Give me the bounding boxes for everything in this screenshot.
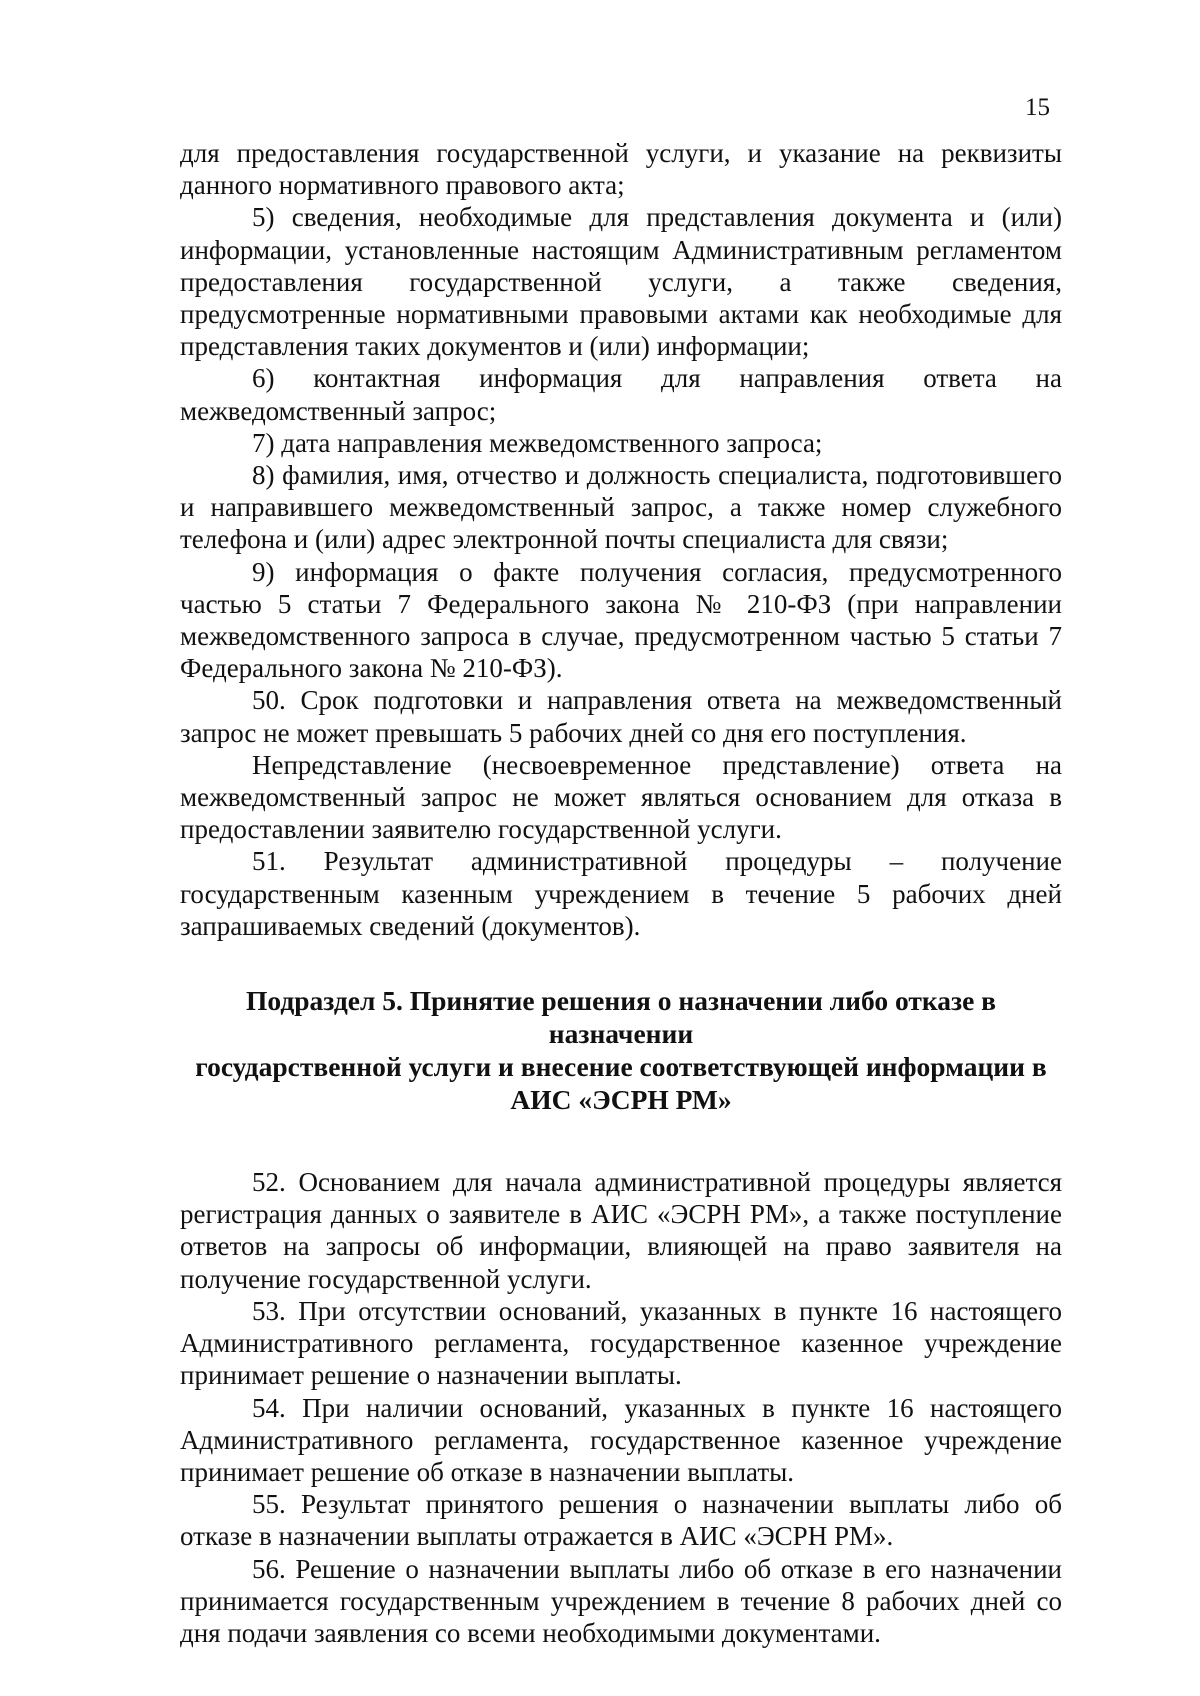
clause-50: 50. Срок подготовки и направления ответа на межведомственный запрос не может превышать 5 рабочих дней со дня его поступления. bbox=[180, 685, 1062, 748]
list-item-6: 6) контактная информация для направления ответа на межведомственный запрос; bbox=[180, 363, 1062, 426]
clause-54: 54. При наличии оснований, указанных в пункте 16 настоящего Административного регламента, государственное казенное учреждение принимает решение об отказе в назначении выплаты. bbox=[180, 1392, 1062, 1487]
page-number: 15 bbox=[1025, 94, 1050, 121]
paragraph-continuation: для предоставления государственной услуги, и указание на реквизиты данного нормативного правового акта; bbox=[180, 138, 1062, 201]
heading-line-2: государственной услуги и внесение соответствующей информации в bbox=[195, 1051, 1047, 1083]
document-body bbox=[180, 137, 1062, 1649]
list-item-9: 9) информация о факте получения согласия, предусмотренного частью 5 статьи 7 Федерального закона № 210-ФЗ (при направлении межведомственного запроса в случае, предусмотренном частью 5 статьи 7 Федерального закона № 210-ФЗ). bbox=[180, 556, 1062, 684]
list-item-8: 8) фамилия, имя, отчество и должность специалиста, подготовившего и направившего межведомственный запрос, а также номер служебного телефона и (или) адрес электронной почты специалиста для связи; bbox=[180, 460, 1062, 555]
clause-56: 56. Решение о назначении выплаты либо об отказе в его назначении принимается государственным учреждением в течение 8 рабочих дней со дня подачи заявления со всеми необходимыми документами. bbox=[180, 1553, 1062, 1648]
clause-53: 53. При отсутствии оснований, указанных в пункте 16 настоящего Административного регламента, государственное казенное учреждение принимает решение о назначении выплаты. bbox=[180, 1295, 1062, 1391]
list-item-5: 5) сведения, необходимые для представления документа и (или) информации, установленные настоящим Административным регламентом предоставления государственной услуги, а также сведения, предусмотренные нормативными правовыми актами как необходимые для представления таких документов и (или) информации; bbox=[180, 202, 1062, 362]
list-item-7: 7) дата направления межведомственного запроса; bbox=[252, 427, 823, 458]
clause-52: 52. Основанием для начала административной процедуры является регистрация данных о заявителе в АИС «ЭСРН РМ», а также поступление ответов на запросы об информации, влияющей на право заявителя на получение государственной услуги. bbox=[180, 1167, 1062, 1294]
clause-55: 55. Результат принятого решения о назначении выплаты либо об отказе в назначении выплаты отражается в АИС «ЭСРН РМ». bbox=[180, 1489, 1062, 1552]
heading-line-3: АИС «ЭСРН РМ» bbox=[510, 1084, 732, 1116]
clause-50-note: Непредставление (несвоевременное представление) ответа на межведомственный запрос не может являться основанием для отказа в предоставлении заявителю государственной услуги. bbox=[180, 749, 1062, 845]
clause-51: 51. Результат административной процедуры – получение государственным казенным учреждением в течение 5 рабочих дней запрашиваемых сведений (документов). bbox=[180, 846, 1062, 941]
heading-line-1: Подраздел 5. Принятие решения о назначении либо отказе в назначении bbox=[245, 985, 997, 1050]
subsection-heading bbox=[180, 984, 1062, 1116]
